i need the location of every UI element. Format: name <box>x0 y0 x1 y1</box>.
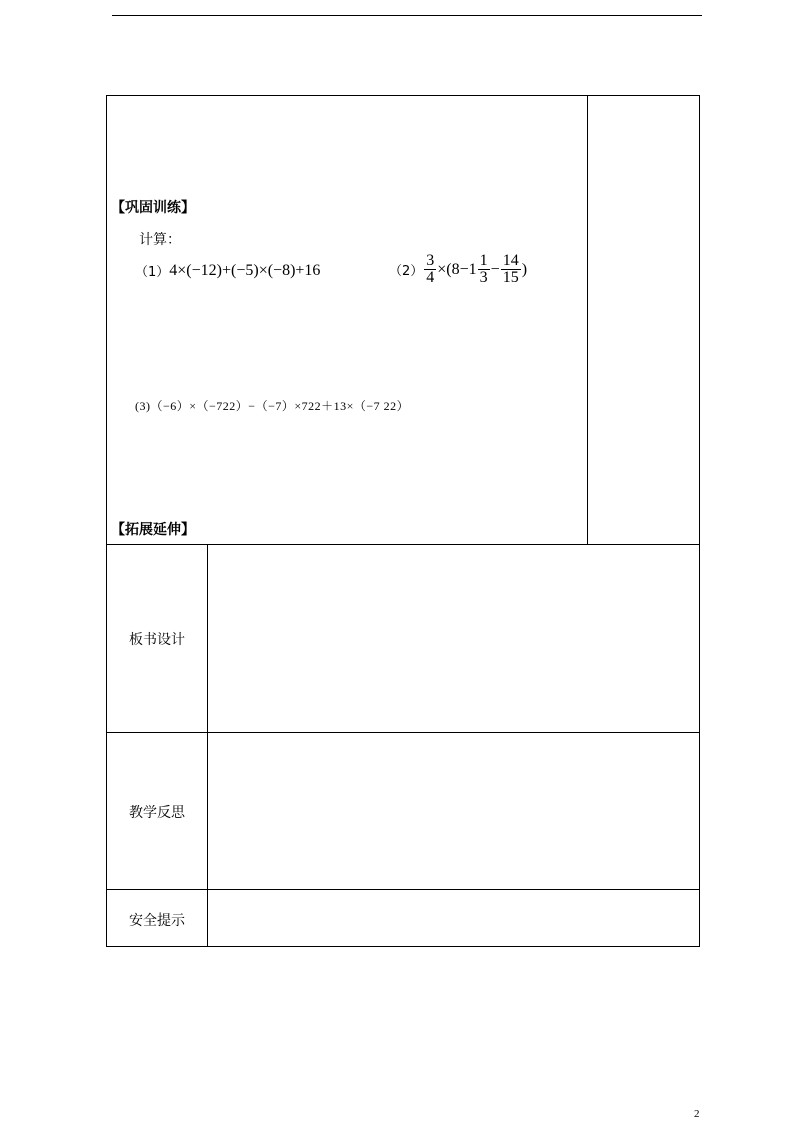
exercise-2-fraction-1: $\frac{3}{4}$ <box>426 252 435 286</box>
label-column-divider <box>207 544 208 946</box>
board-design-label: 板书设计 <box>129 632 185 648</box>
safety-label: 安全提示 <box>129 913 185 929</box>
top-right-column-divider <box>587 96 588 544</box>
row-divider-2 <box>107 732 699 733</box>
practice-heading: 【巩固训练】 <box>111 200 195 216</box>
row-divider-1 <box>107 544 699 545</box>
extension-heading: 【拓展延伸】 <box>111 522 195 538</box>
exercise-2-label: （2） <box>389 264 424 279</box>
row-divider-3 <box>107 889 699 890</box>
exercise-3: (3)（−6）×（−722）−（−7）×722＋13×（−7 22） <box>135 399 410 413</box>
exercise-2-minus: − <box>490 260 500 278</box>
exercise-2-fraction-2: $\frac{1}{3}$ <box>479 252 488 286</box>
header-rule <box>112 15 702 16</box>
exercise-2 <box>389 253 527 286</box>
lesson-table <box>106 95 700 947</box>
page-number: 2 <box>694 1108 700 1120</box>
exercise-1-label: （1） <box>135 265 170 280</box>
exercise-2-close: ) <box>521 260 528 278</box>
exercise-1-expression: 4×(−12)+(−5)×(−8)+16 <box>169 261 321 279</box>
reflection-label: 教学反思 <box>129 805 185 821</box>
exercise-1 <box>135 261 320 280</box>
exercise-2-mid: ×(8−1 <box>437 260 477 278</box>
practice-instruction: 计算： <box>139 232 181 248</box>
exercise-2-fraction-3: $\frac{14}{15}$ <box>502 252 519 286</box>
